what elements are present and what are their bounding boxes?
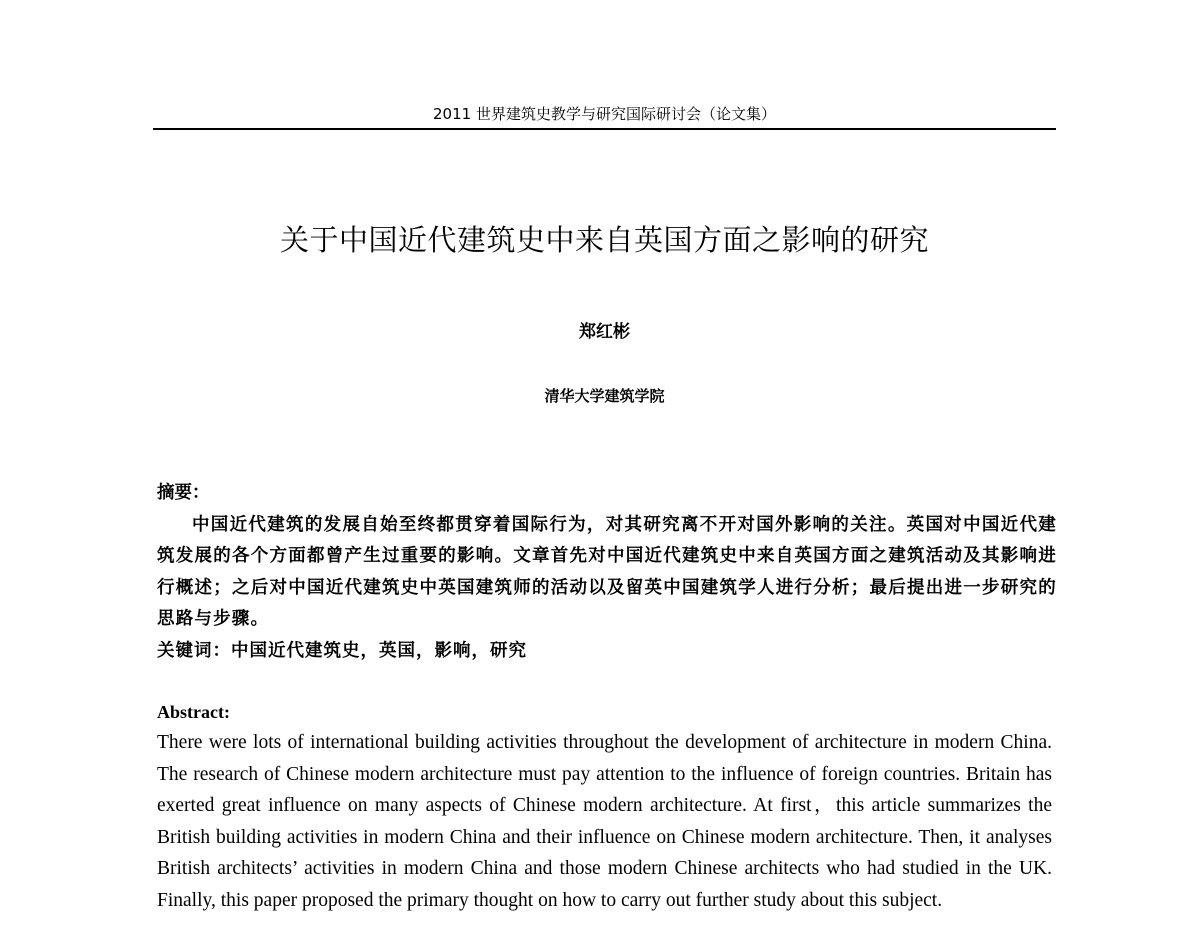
chinese-abstract-text: 中国近代建筑的发展自始至终都贯穿着国际行为，对其研究离不开对国外影响的关注。英国对中国近代建筑发展的各个方面都曾产生过重要的影响。文章首先对中国近代建筑史中来自英国方面之建筑活动及其影响进行概述；之后对中国近代建筑史中英国建筑师的活动以及留英中国建筑学人进行分析；最后提出进一步研究的思路与步骤。 [157, 514, 1057, 629]
english-abstract-text: There were lots of international building activities throughout the development of architecture in modern China. The research of Chinese modern architecture must pay attention to the influence of foreign countries. Britain has exerted great influence on many aspects of Chinese modern architecture. At first，this article summarizes the British building activities in modern China and their influence on Chinese modern architecture. Then, it analyses British architects’ activities in modern China and those modern Chinese architects who had studied in the UK. Finally, this paper proposed the primary thought on how to carry out further study about this subject. [157, 732, 1052, 911]
chinese-abstract-label: 摘要： [157, 483, 210, 503]
header-rule [153, 128, 1056, 130]
english-abstract-label: Abstract: [157, 702, 230, 722]
chinese-abstract [157, 478, 1057, 667]
paper-title: 关于中国近代建筑史中来自英国方面之影响的研究 [279, 223, 929, 257]
keywords-label: 关键词： [157, 640, 231, 661]
keywords-line [157, 636, 1057, 668]
running-head: 2011 世界建筑史教学与研究国际研讨会（论文集） [433, 105, 776, 123]
keywords-text: 中国近代建筑史，英国，影响，研究 [231, 640, 527, 661]
author-affiliation: 清华大学建筑学院 [544, 387, 665, 405]
author-name: 郑红彬 [579, 322, 630, 342]
